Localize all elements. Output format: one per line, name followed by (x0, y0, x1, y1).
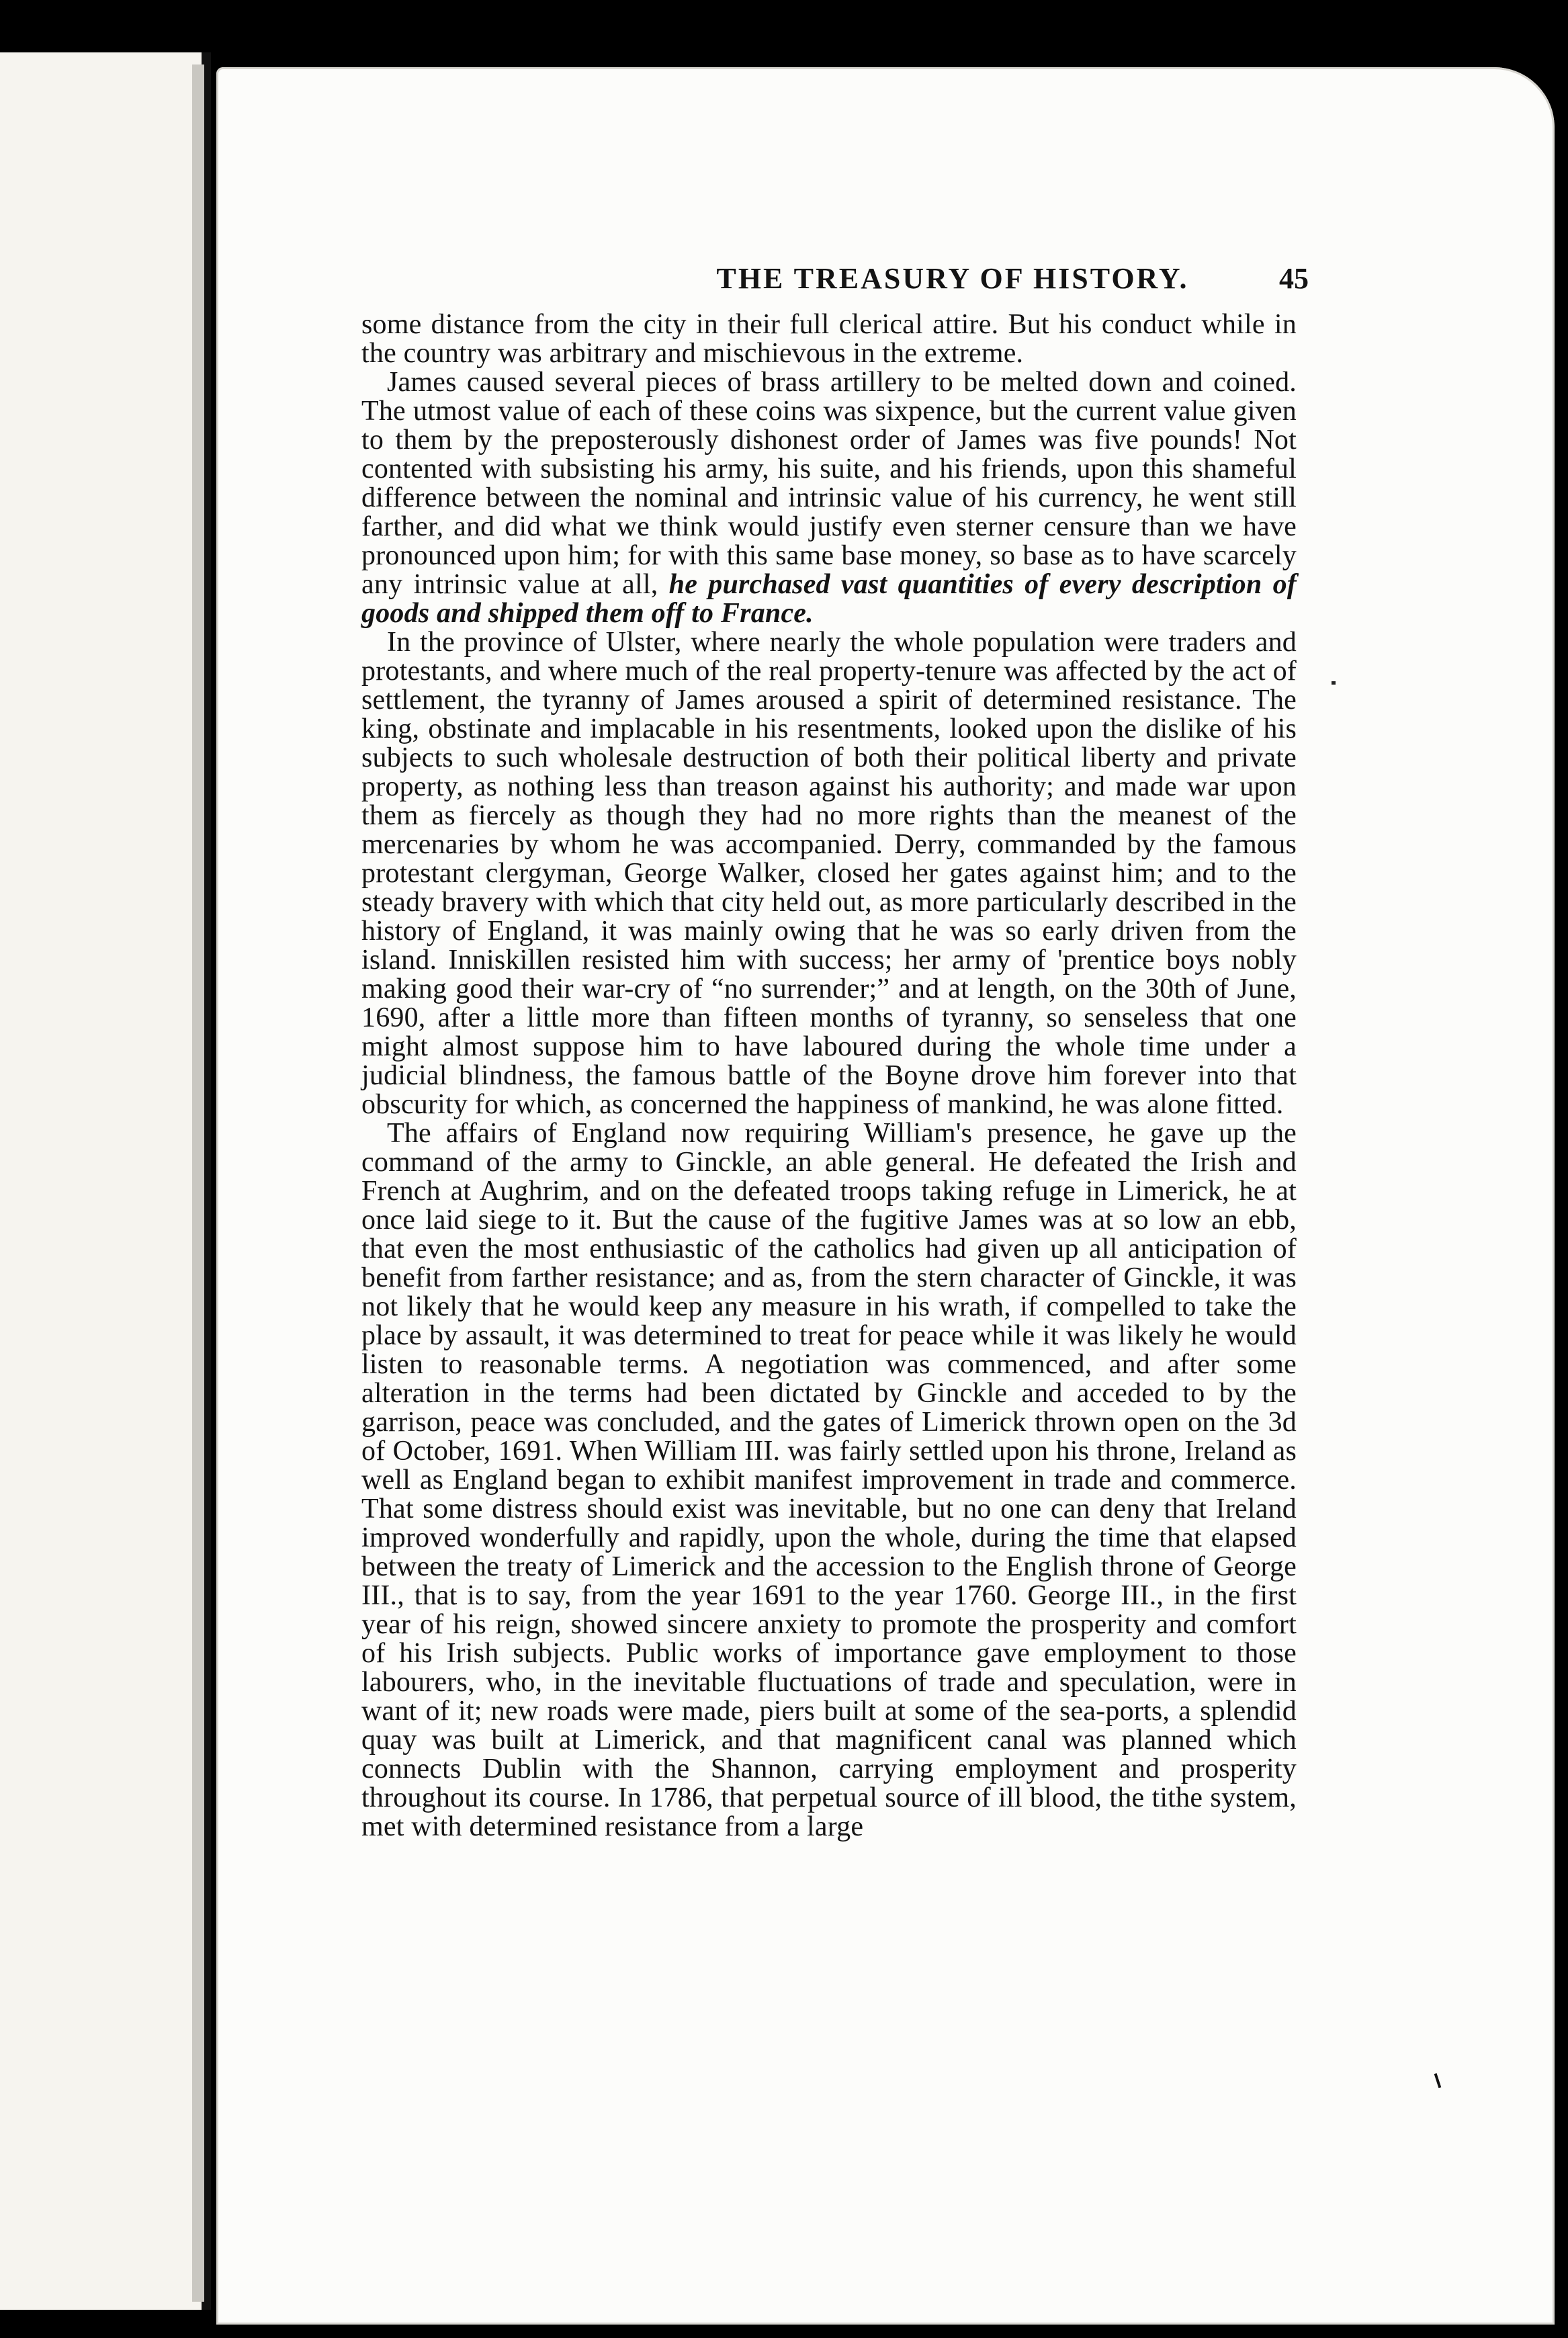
paragraph-2 (361, 368, 1297, 628)
paragraph-3: In the province of Ulster, where nearly the whole population were traders and protestants, and where much of the real property-tenure was affected by the act of settlement, the tyranny of James aroused a spirit of determined resistance. The king, obstinate and implacable in his resentments, looked upon the dislike of his subjects to such wholesale destruction of both their political liberty and private property, as nothing less than treason against his authority; and made war upon them as fiercely as though they had no more rights than the meanest of the mercenaries by whom he was accompanied. Derry, commanded by the famous protestant clergyman, George Walker, closed her gates against him; and to the steady bravery with which that city held out, as more particularly described in the history of England, it was mainly owing that he was so early driven from the island. Inniskillen resisted him with success; her army of 'prentice boys nobly making good their war-cry of “no surrender;” and at length, on the 30th of June, 1690, after a little more than fifteen months of tyranny, so senseless that one might almost suppose him to have laboured during the whole time under a judicial blindness, the famous battle of the Boyne drove him forever into that obscurity for which, as concerned the happiness of mankind, he was alone fitted. (361, 627, 1297, 1120)
scan-speck (1332, 681, 1336, 685)
page-body (361, 310, 1297, 1842)
page-number: 45 (1279, 262, 1309, 295)
paragraph-4: The affairs of England now requiring William's presence, he gave up the command of the army to Ginckle, an able general. He defeated the Irish and French at Aughrim, and on the defeated troops taking refuge in Limerick, he at once laid siege to it. But the cause of the fugitive James was at so low an ebb, that even the most enthusiastic of the catholics had given up all anticipation of benefit from farther resistance; and as, from the stern character of Ginckle, it was not likely that he would keep any measure in his wrath, if compelled to take the place by assault, it was determined to treat for peace while it was likely he would listen to reasonable terms. A negotiation was commenced, and after some alteration in the terms had been dictated by Ginckle and acceded to by the garrison, peace was concluded, and the gates of Limerick thrown open on the 3d of October, 1691. When William III. was fairly settled upon his throne, Ireland as well as England began to exhibit manifest improvement in trade and commerce. That some distress should exist was inevitable, but no one can deny that Ireland improved wonderfully and rapidly, upon the whole, during the time that elapsed between the treaty of Limerick and the accession to the English throne of George III., that is to say, from the year 1691 to the year 1760. George III., in the first year of his reign, showed sincere anxiety to promote the prosperity and comfort of his Irish subjects. Public works of importance gave employment to those labourers, who, in the inevitable fluctuations of trade and speculation, were in want of it; new roads were made, piers built at some of the sea-ports, a splendid quay was built at Limerick, and that magnificent canal was planned which connects Dublin with the Shannon, carrying employment and prosperity throughout its course. In 1786, that perpetual source of ill blood, the tithe system, met with determined resistance from a large (361, 1118, 1297, 1842)
running-header: THE TREASURY OF HISTORY. (716, 262, 1189, 295)
facing-page-edge (0, 52, 211, 2310)
paragraph-1: some distance from the city in their full clerical attire. But his conduct while in the country was arbitrary and mischievous in the extreme. (361, 309, 1297, 369)
gutter-shadow (192, 64, 204, 2302)
paragraph-2-text: James caused several pieces of brass artillery to be melted down and coined. The utmost value of each of these coins was sixpence, but the current value given to them by the preposterously dishonest order of James was five pounds! Not contented with subsisting his army, his suite, and his friends, upon this shameful difference between the nominal and intrinsic value of his currency, he went still farther, and did what we think would justify even sterner censure than we have pronounced upon him; for with this same base money, so base as to have scarcely any intrinsic value at all, (361, 367, 1297, 600)
paragraph-2-italic: he purchased vast quantities of every description of goods and shipped them off to France. (361, 569, 1297, 629)
